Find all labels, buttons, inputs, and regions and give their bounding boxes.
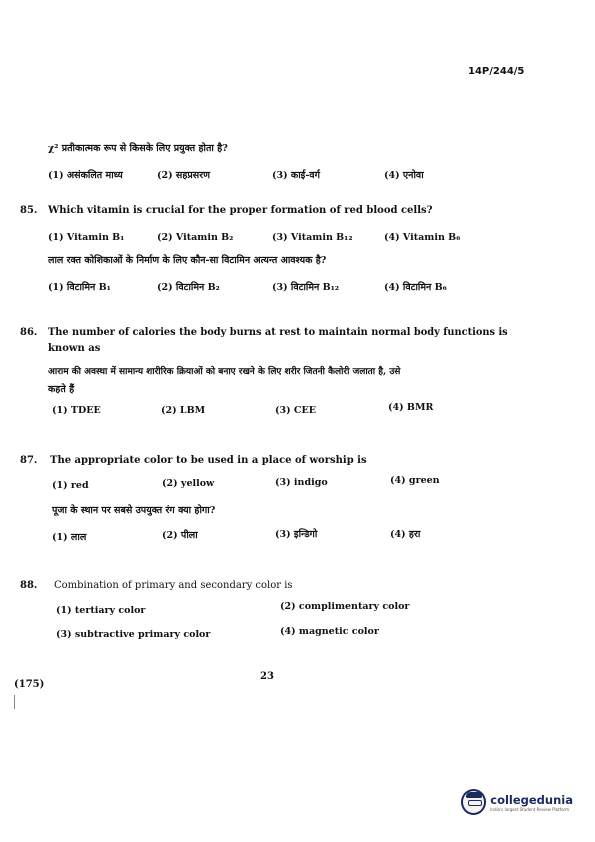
q88-option-1: (1) tertiary color (56, 605, 146, 616)
q85-hindi-option-3: (3) विटामिन B₁₂ (272, 282, 339, 293)
brand-name: collegedunia (490, 792, 573, 807)
q85-hindi-option-4: (4) विटामिन B₆ (384, 282, 447, 293)
question-number: 86. (20, 327, 38, 338)
q86-option-2: (2) LBM (161, 405, 206, 416)
q85-option-3: (3) Vitamin B₁₂ (272, 232, 353, 243)
q85-option-2: (2) Vitamin B₂ (157, 232, 234, 243)
question-number: 85. (20, 205, 38, 216)
q87-option-1: (1) red (52, 480, 89, 491)
q86-hindi-question: आराम की अवस्था में सामान्य शारीरिक क्रियाओं को बनाए रखने के लिए शरीर जितनी कैलोरी जलाता है, उसे (48, 367, 401, 377)
q87-option-4: (4) green (390, 475, 440, 486)
page-number: 23 (260, 671, 274, 682)
question-text: The number of calories the body burns at rest to maintain normal body functions is (48, 327, 508, 338)
question-text: The appropriate color to be used in a place of worship is (50, 455, 367, 466)
q87-hindi-option-1: (1) लाल (52, 532, 87, 543)
q88-option-2: (2) complimentary color (280, 601, 410, 612)
question-number: 88. (20, 580, 38, 591)
brand-watermark (461, 785, 573, 819)
q87-hindi-option-2: (2) पीला (162, 530, 198, 541)
q86-option-3: (3) CEE (275, 405, 316, 416)
q88-option-3: (3) subtractive primary color (56, 629, 211, 640)
q86-option-4: (4) BMR (388, 402, 434, 413)
q85-hindi-option-1: (1) विटामिन B₁ (48, 282, 111, 293)
q85-hindi-question: लाल रक्त कोशिकाओं के निर्माण के लिए कौन-सा विटामिन अत्यन्त आवश्यक है? (48, 255, 327, 266)
question-text: Combination of primary and secondary color is (54, 580, 293, 591)
q86-hindi-question-cont: कहते हैं (48, 384, 75, 395)
prev-option-3: (3) काई-वर्ग (272, 170, 320, 181)
q88-option-4: (4) magnetic color (280, 626, 379, 637)
paper-code: 14P/244/5 (468, 66, 525, 77)
question-text-cont: known as (48, 343, 101, 354)
q87-hindi-option-3: (3) इन्डिगो (275, 529, 318, 540)
q86-option-1: (1) TDEE (52, 405, 101, 416)
footer-code: (175) (14, 679, 45, 690)
q87-option-2: (2) yellow (162, 478, 215, 489)
q85-hindi-option-2: (2) विटामिन B₂ (157, 282, 220, 293)
q87-hindi-question: पूजा के स्थान पर सबसे उपयुक्त रंग क्या होगा? (52, 505, 216, 516)
q85-option-4: (4) Vitamin B₆ (384, 232, 461, 243)
question-number: 87. (20, 455, 38, 466)
prev-option-2: (2) सहप्रसरण (157, 170, 210, 181)
prev-hindi-question: χ² प्रतीकात्मक रूप से किसके लिए प्रयुक्त होता है? (48, 143, 228, 154)
q87-option-3: (3) indigo (275, 477, 328, 488)
question-text: Which vitamin is crucial for the proper formation of red blood cells? (48, 205, 433, 216)
prev-option-4: (4) एनोवा (384, 170, 424, 181)
brand-tagline: India's largest Student Review Platform (490, 806, 570, 812)
margin-mark (14, 695, 15, 709)
brand-logo-icon (461, 789, 486, 815)
q85-option-1: (1) Vitamin B₁ (48, 232, 125, 243)
prev-option-1: (1) असंकलित माध्य (48, 170, 123, 181)
q87-hindi-option-4: (4) हरा (390, 529, 421, 540)
